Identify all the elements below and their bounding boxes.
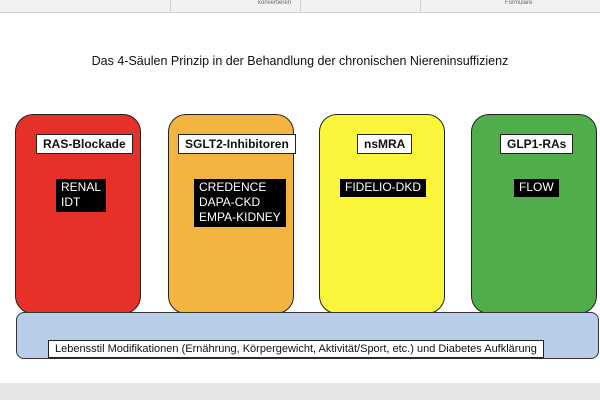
pillar-label-glp1-ras: GLP1-RAs (500, 134, 573, 154)
app-toolbar (0, 0, 600, 13)
pillar-studies-ras-blockade: RENAL IDT (56, 179, 106, 212)
pillar-label-nsmra: nsMRA (357, 134, 412, 154)
toolbar-separator (300, 0, 301, 11)
toolbar-convert-label[interactable]: konvertieren (258, 0, 292, 6)
toolbar-forms-label[interactable]: Formulare (505, 0, 533, 6)
toolbar-separator (170, 0, 171, 11)
base-label: Lebensstil Modifikationen (Ernährung, Körpergewicht, Aktivität/Sport, etc.) und Diabetes Aufklärung (48, 340, 544, 358)
pillar-studies-nsmra: FIDELIO-DKD (340, 179, 426, 197)
pillar-label-sglt2-inhibitoren: SGLT2-Inhibitoren (178, 134, 296, 154)
pillar-studies-sglt2-inhibitoren: CREDENCE DAPA-CKD EMPA-KIDNEY (194, 179, 286, 227)
slide-title: Das 4-Säulen Prinzip in der Behandlung der chronischen Niereninsuffizienz (91, 54, 509, 68)
bottom-bar (0, 383, 600, 400)
pillar-label-ras-blockade: RAS-Blockade (36, 134, 133, 154)
pillar-studies-glp1-ras: FLOW (514, 179, 559, 197)
toolbar-separator (420, 0, 421, 11)
